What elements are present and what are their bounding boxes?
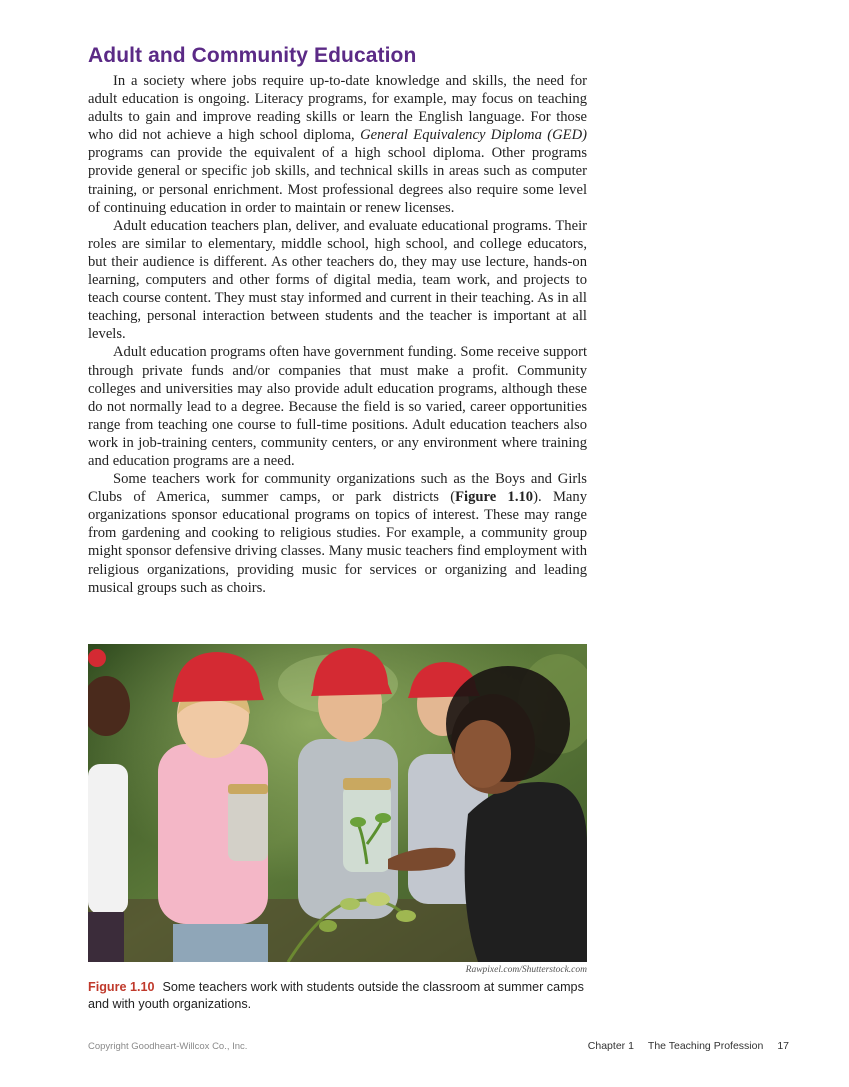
glass-jar — [228, 789, 268, 861]
section-heading: Adult and Community Education — [88, 44, 417, 67]
figure-label: Figure 1.10 — [88, 980, 155, 994]
copyright-notice: Copyright Goodheart-Willcox Co., Inc. — [88, 1041, 248, 1052]
child-left — [88, 649, 130, 962]
paragraph-text: Some teachers work for community organizations such as the Boys and Girls Clubs of America, summer camps, or park districts ( — [88, 471, 587, 506]
paragraph-text: In a society where jobs require up-to-date knowledge and skills, the need for adult education is ongoing. Literacy programs, for example, may focus on teaching adults to gain and improve reading skills or learn the English language. For those who did not achieve a high school diploma, — [88, 73, 587, 144]
paragraph-text: programs can provide the equivalent of a high school diploma. Other programs provide general or specific job skills, and technical skills in areas such as computer training, or personal enrichment. Most professional degrees also require some level of continuing education in order to maintain or renew licenses. — [88, 145, 587, 216]
body-text — [88, 72, 587, 597]
ged-term: General Equivalency Diploma (GED) — [360, 127, 587, 144]
photo-credit: Rawpixel.com/Shutterstock.com — [465, 965, 587, 975]
paragraph-funding: Adult education programs often have government funding. Some receive support through private funds and/or companies that must make a profit. Community colleges and universities may also provide adult education programs, although these do not normally lead to a degree. Because the field is so varied, career opportunities range from teaching one course to full-time positions. Adult education teachers also work in job-training centers, community centers, or any environment where training and education programs are a need. — [88, 344, 587, 469]
chapter-number: Chapter 1 — [587, 1040, 634, 1052]
paragraph-community-organizations — [88, 470, 587, 597]
chapter-title: The Teaching Profession — [647, 1040, 764, 1052]
paragraph-text: ). Many organizations sponsor educational programs on topics of interest. These may range from gardening and cooking to religious studies. For example, a community group might sponsor defensive driving classes. Many music teachers find employment with religious organizations, providing music for services or organizing and leading musical groups such as choirs. — [88, 489, 587, 596]
paragraph-teacher-roles: Adult education teachers plan, deliver, and evaluate educational programs. Their roles are similar to elementary, middle school, high school, and college educators, but their audience is different. As other teachers do, they may use lecture, hands-on learning, computers and other forms of digital media, team work, and projects to teach course content. They must stay informed and current in their teaching. As in all teaching, personal interaction between students and the teacher is important at all levels. — [88, 217, 587, 343]
figure-photo — [88, 644, 587, 962]
caption-text: Some teachers work with students outside the classroom at summer camps and with youth organizations. — [88, 980, 584, 1011]
figure-reference: Figure 1.10 — [455, 489, 534, 506]
page-footer — [588, 1040, 789, 1052]
photo-illustration — [88, 644, 587, 962]
page-number: 17 — [777, 1040, 789, 1052]
figure-caption — [88, 979, 587, 1012]
child-pink-shirt — [158, 652, 268, 962]
paragraph-adult-education-need — [88, 72, 587, 217]
